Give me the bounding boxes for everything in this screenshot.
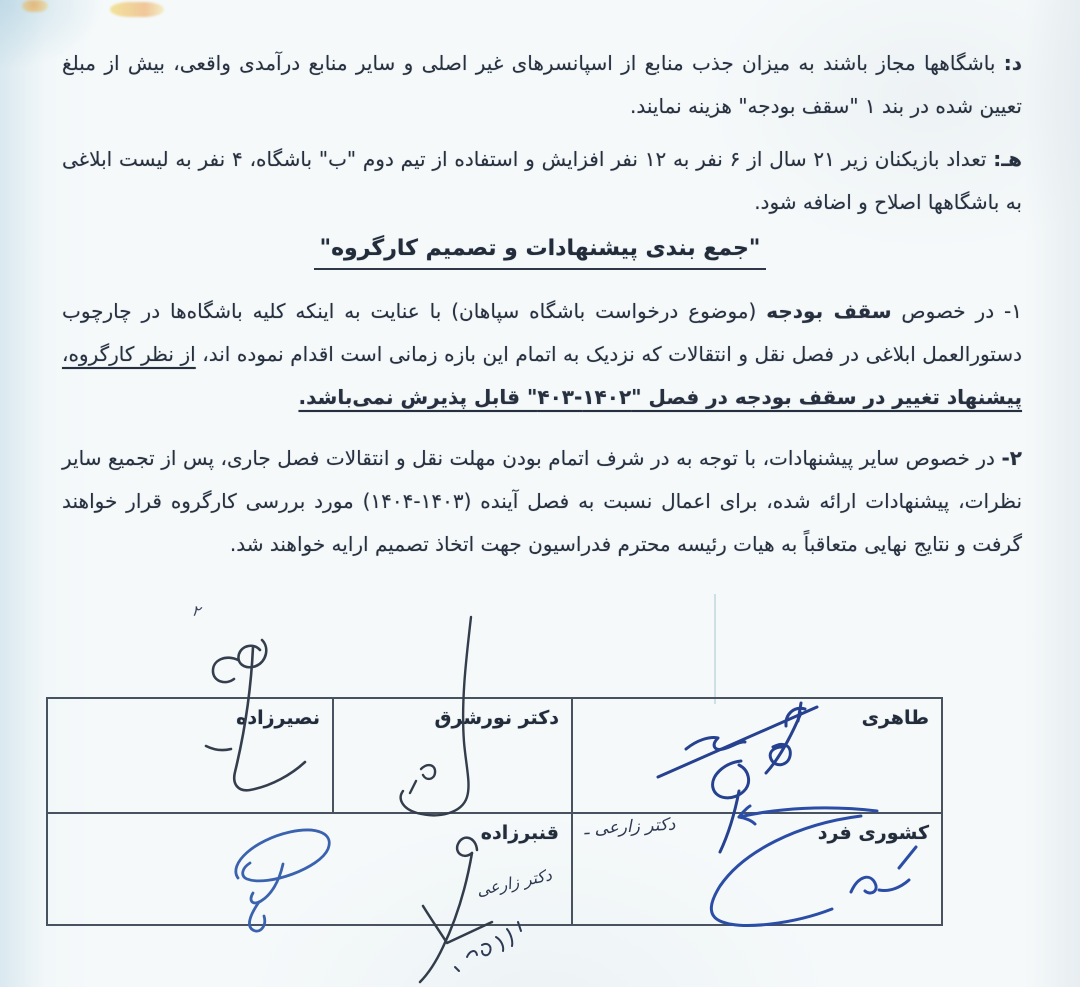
signature-table-row-1 [48, 699, 941, 814]
signer-name-ghanbarzadeh: قنبرزاده [480, 822, 559, 844]
decision-item-1 [62, 290, 1022, 419]
signer-name-noorsharq: دکتر نورشرق [434, 707, 559, 729]
signer-name-taheri: طاهری [861, 707, 929, 729]
item1-conclusion: پیشنهاد تغییر در سقف بودجه در فصل "۱۴۰۲-۴۰۳" قابل پذیرش نمی‌باشد. [298, 385, 1022, 409]
signer-name-nasirzadeh: نصیرزاده [236, 707, 320, 729]
item2-text: در خصوص سایر پیشنهادات، با توجه به در شرف اتمام بودن مهلت نقل و انتقالات فصل جاری، پس از تجمیع سایر نظرات، پیشنهادات ارائه شده، برای اعمال نسبت به فصل آینده (۱۴۰۳-۱۴۰۴) مورد بررسی کارگروه قرار خواهند گرفت و نتایج نهایی متعاقباً به هیات رئیسه محترم فدراسیون جهت اتخاذ تصمیم ارایه خواهند شد. [62, 446, 1023, 556]
clause-h [62, 138, 1022, 224]
decision-item-2 [62, 437, 1022, 566]
handwritten-page-mark: ۲ [190, 601, 202, 621]
signature-table-row-2 [48, 814, 941, 924]
signer-name-keshvarifard: کشوری فرد [817, 822, 929, 844]
summary-heading [0, 236, 1080, 270]
item1-bold-term: سقف بودجه [766, 299, 892, 323]
item1-underlined: از نظر کارگروه، [62, 342, 196, 366]
clause-h-lead: هـ: [993, 147, 1022, 171]
signature-cell-ghanbarzadeh [48, 814, 571, 924]
summary-heading-text: "جمع بندی پیشنهادات و تصمیم کارگروه" [314, 236, 767, 270]
paper-crease [714, 594, 716, 704]
handwritten-scribble-below-table [455, 922, 521, 971]
clause-d-lead: د: [1003, 51, 1022, 75]
highlight-mark-orange [22, 0, 48, 12]
clause-h-text: تعداد بازیکنان زیر ۲۱ سال از ۶ نفر به ۱۲ نفر افزایش و استفاده از تیم دوم "ب" باشگاه، ۴ نفر به لیست ابلاغی به باشگاهها اصلاح و اضافه شود. [62, 147, 1022, 214]
clause-d-text: باشگاهها مجاز باشند به میزان جذب منابع از اسپانسرهای غیر اصلی و سایر منابع درآمدی واقعی، بیش از مبلغ تعیین شده در بند ۱ "سقف بودجه" هزینه نمایند. [62, 51, 1022, 118]
handwritten-zarei-annotation: دکتر زارعی ـ [583, 814, 676, 840]
item1-prefix: ۱- در خصوص [891, 299, 1023, 323]
handwritten-zarei-signature-label: دکتر زارعی [474, 865, 554, 900]
item2-lead: ۲- [1001, 446, 1022, 470]
signature-cell-nasirzadeh [48, 699, 332, 812]
highlight-mark-yellow [110, 2, 164, 17]
item1-middle: (موضوع درخواست باشگاه سپاهان) با عنایت به اینکه کلیه باشگاه‌ها در چارچوب دستورالعمل ابلاغی در فصل نقل و انتقالات که نزدیک به اتمام این بازه زمانی است اقدام نموده اند، [62, 299, 1023, 366]
signature-cell-taheri [571, 699, 941, 812]
clause-d [62, 42, 1022, 128]
signature-cell-noorsharq [332, 699, 571, 812]
